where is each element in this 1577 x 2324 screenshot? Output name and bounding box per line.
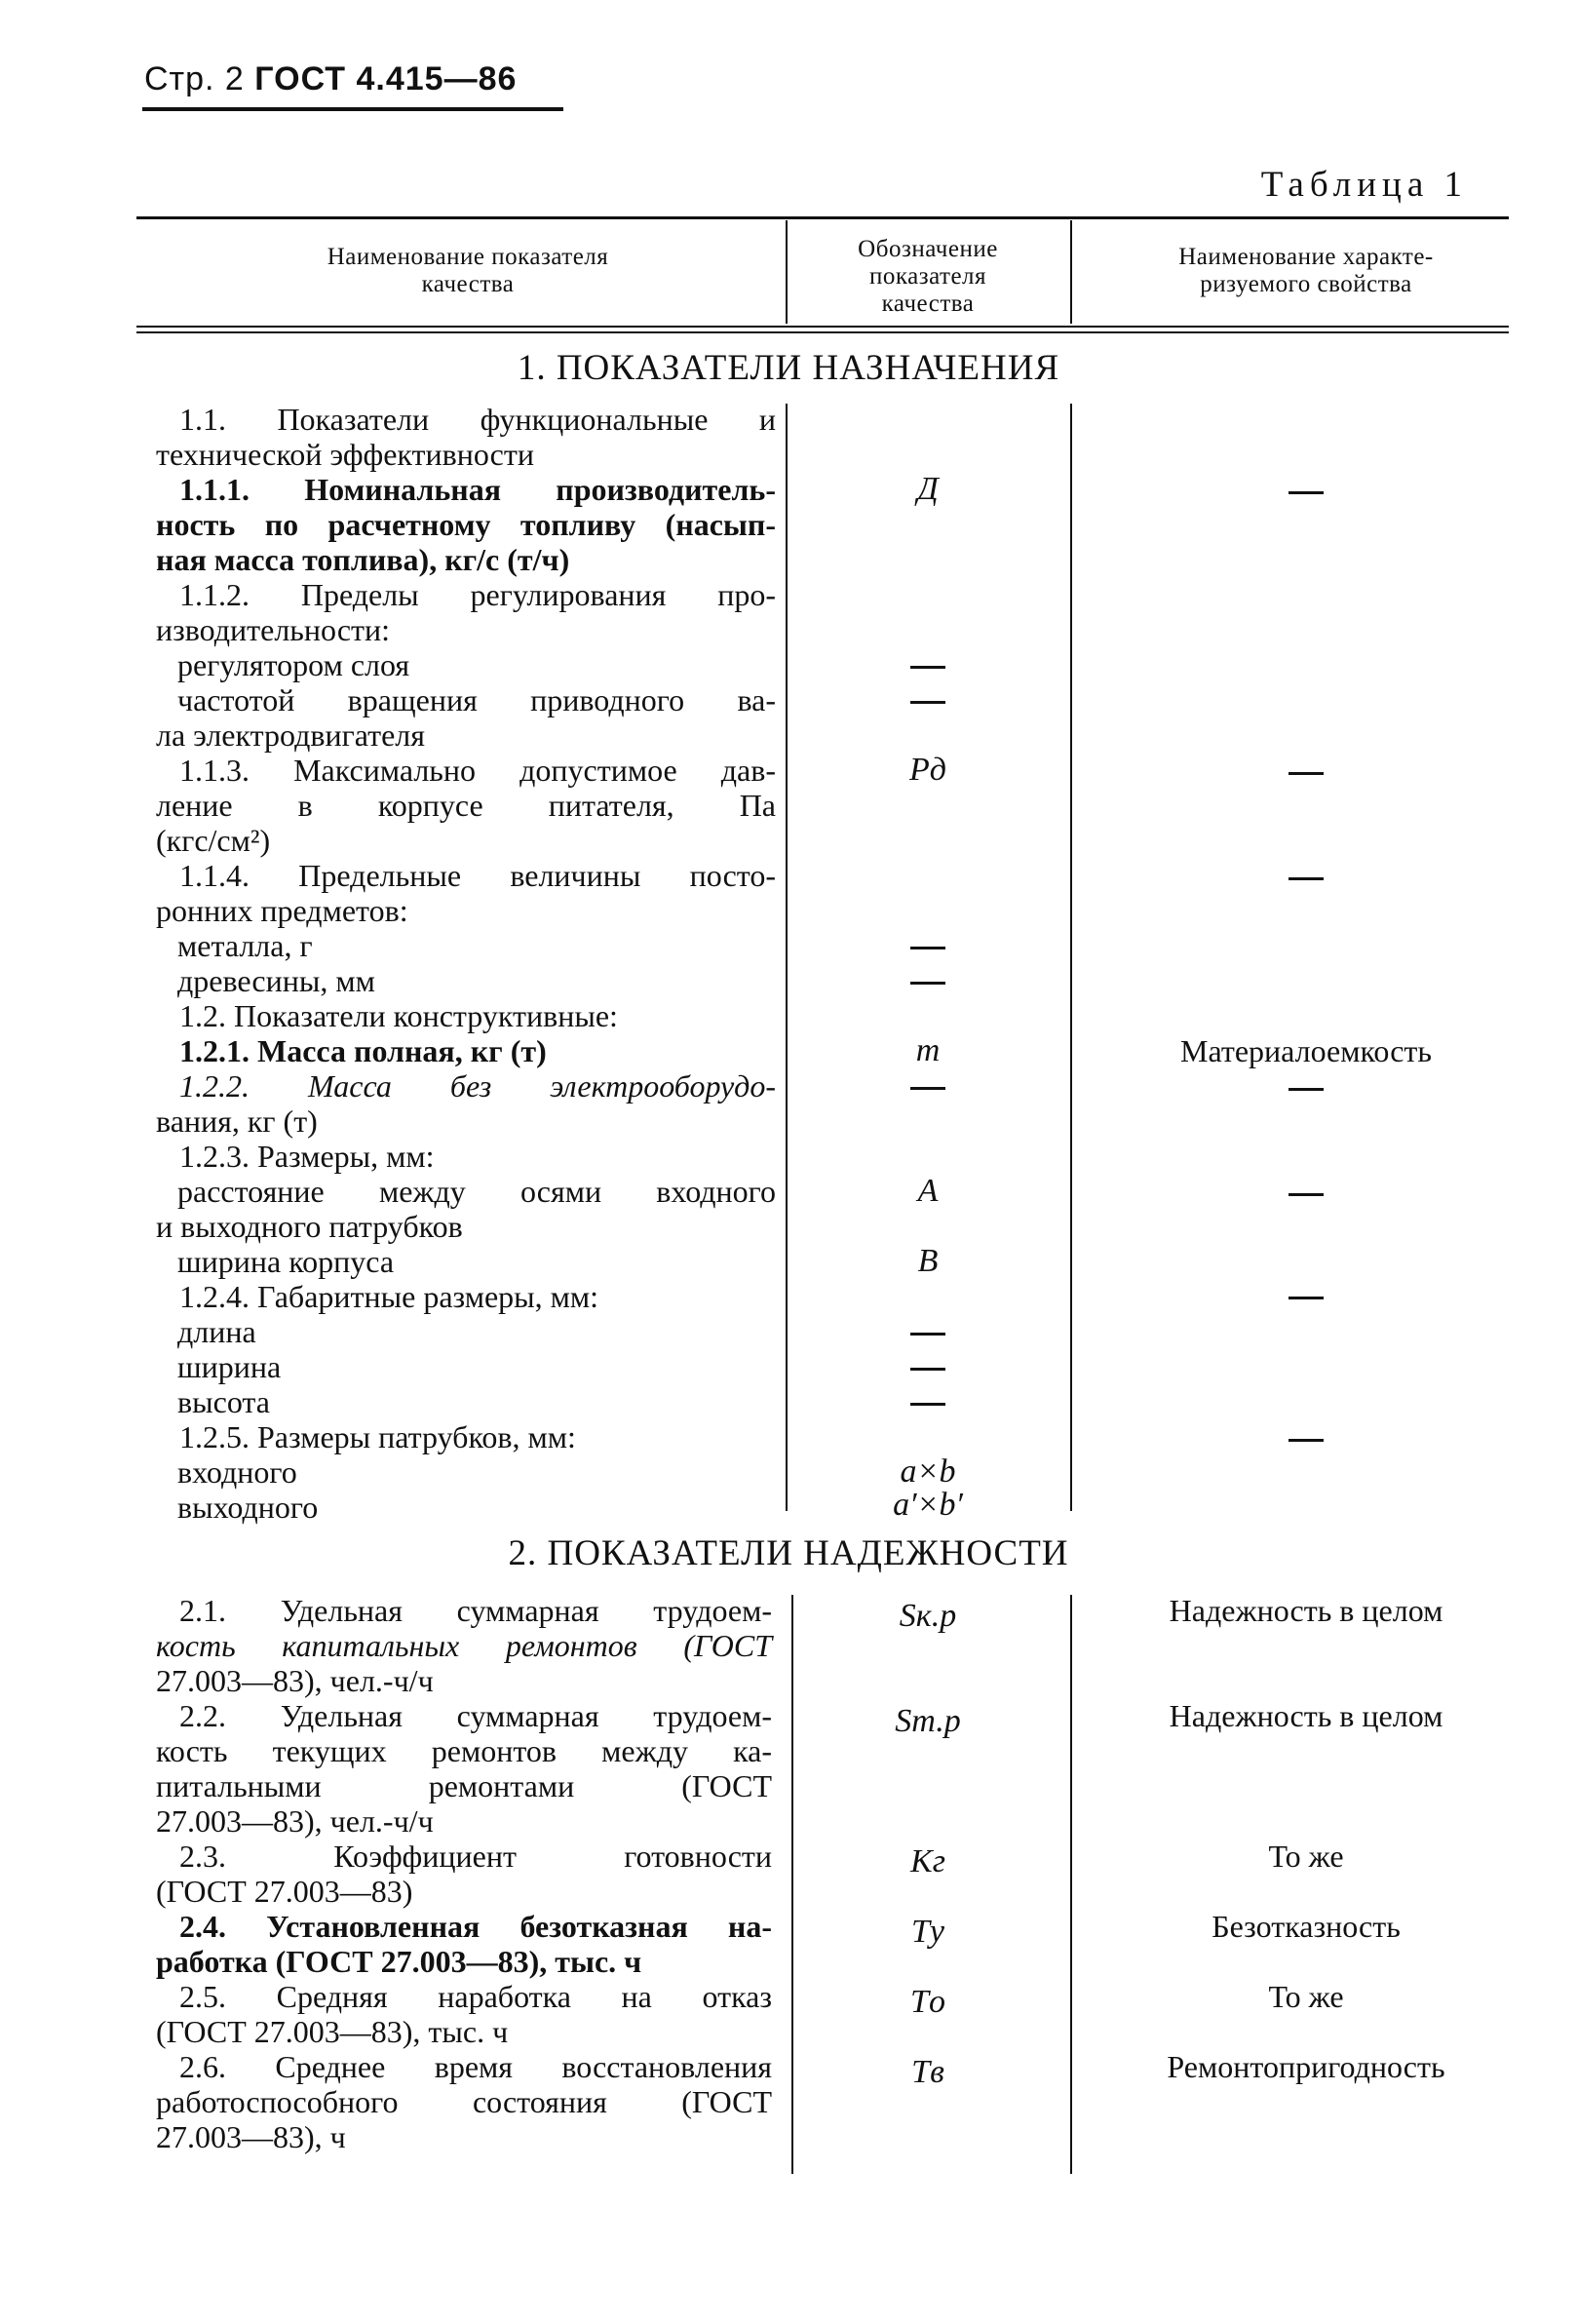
property-reliability: Надежность в целом xyxy=(1169,1698,1443,1733)
head-rule-b xyxy=(136,331,1509,333)
property-reliability: Надежность в целом xyxy=(1169,1593,1443,1628)
property-mass: Материалоемкость xyxy=(1180,1033,1432,1068)
symbol-dash xyxy=(791,682,1064,717)
symbol-t-o: Tо xyxy=(910,1984,945,2020)
symbol-dash xyxy=(791,647,1064,682)
symbol-a: A xyxy=(917,1173,939,1209)
standard-code: ГОСТ 4.415—86 xyxy=(254,60,518,97)
symbol-k-g: Kг xyxy=(910,1843,945,1879)
section-title-2: 2. ПОКАЗАТЕЛИ НАДЕЖНОСТИ xyxy=(508,1533,1069,1573)
section-1-text: 1.1. Показатели функциональные и технической эффективности 1.1.1. Номинальная производитель- ность по расчетному топливу (насып- ная масса топлива), кг/с (т/ч) 1.1.2. Пределы регулирования про- изводительности: регулятором слоя частотой вращения приводного ва- ла электродвигателя 1.1.3. Максимально допустимое дав- ление в корпусе питателя, Па (кгс/см²) 1.1.4. Предельные величины посто- ронних предметов: металла, г древесины, мм 1.2. Показатели конструктивные: 1.2.1. Масса полная, кг (т) 1.2.2. Масса без электрооборудо- вания, кг (т) 1.2.3. Размеры, мм: расстояние между осями входного и выходного патрубков ширина корпуса 1.2.4. Габаритные размеры, мм: длина ширина высота 1.2.5. Размеры патрубков, мм: входного выходного xyxy=(156,402,776,1525)
symbol-inlet: a×b xyxy=(900,1453,956,1490)
symbol-m: m xyxy=(915,1032,941,1068)
property-same: То же xyxy=(1268,1839,1344,1874)
symbol-b: B xyxy=(917,1243,939,1279)
symbol-d: Д xyxy=(917,471,939,507)
symbol-dash xyxy=(791,1068,1064,1104)
symbol-dash xyxy=(791,928,1064,963)
table-label: Таблица 1 xyxy=(1260,165,1468,205)
head-divider-1 xyxy=(786,220,788,324)
head-divider-2 xyxy=(1070,220,1072,324)
table-top-rule xyxy=(136,216,1509,219)
section-2-text: 2.1. Удельная суммарная трудоем- кость капитальных ремонтов (ГОСТ 27.003—83), чел.-ч/ч 2.2. Удельная суммарная трудоем- кость текущих ремонтов между ка- питальными ремонтами (ГОСТ 27.003—83), чел.-ч/ч 2.3. Коэффициент готовности (ГОСТ 27.003—83) 2.4. Установленная безотказная на- работка (ГОСТ 27.003—83), тыс. ч 2.5. Средняя наработка на отказ (ГОСТ 27.003—83), тыс. ч 2.6. Среднее время восстановления работоспособного состояния (ГОСТ 27.003—83), ч xyxy=(156,1593,772,2154)
symbol-outlet: a′×b′ xyxy=(893,1487,963,1523)
property-dash xyxy=(1082,1174,1530,1209)
property-dash xyxy=(1082,753,1530,788)
property-dash xyxy=(1082,1419,1530,1454)
symbol-t-v: Tв xyxy=(911,2054,944,2090)
s1-divider-2 xyxy=(1070,404,1072,1511)
symbol-dash xyxy=(791,1314,1064,1349)
symbol-dash xyxy=(791,1384,1064,1419)
symbol-pd: Pд xyxy=(909,752,946,788)
property-dash xyxy=(1082,858,1530,893)
property-maintainability: Ремонтопригодность xyxy=(1167,2049,1445,2084)
s1-divider-1 xyxy=(786,404,788,1511)
page-number: Стр. 2 xyxy=(144,60,245,97)
symbol-dash xyxy=(791,1349,1064,1384)
property-dash xyxy=(1082,1068,1530,1104)
property-same: То же xyxy=(1268,1979,1344,2014)
s2-divider-2 xyxy=(1070,1595,1072,2174)
symbol-t-u: Tу xyxy=(911,1914,944,1950)
symbol-s-tr: Sт.р xyxy=(895,1703,961,1739)
property-dash xyxy=(1082,1277,1530,1312)
page-header xyxy=(144,60,517,98)
symbol-s-kr: Sк.р xyxy=(899,1598,957,1634)
col-head-name: Наименование показателя качества xyxy=(327,244,609,297)
col-head-property: Наименование характе- ризуемого свойства xyxy=(1178,244,1434,297)
head-rule-a xyxy=(136,326,1509,328)
section-title-1: 1. ПОКАЗАТЕЛИ НАЗНАЧЕНИЯ xyxy=(517,348,1060,388)
header-rule xyxy=(142,107,563,111)
symbol-dash xyxy=(791,963,1064,998)
property-failure-free: Безотказность xyxy=(1212,1909,1401,1944)
property-dash xyxy=(1082,472,1530,507)
col-head-symbol: Обозначение показателя качества xyxy=(858,236,998,317)
